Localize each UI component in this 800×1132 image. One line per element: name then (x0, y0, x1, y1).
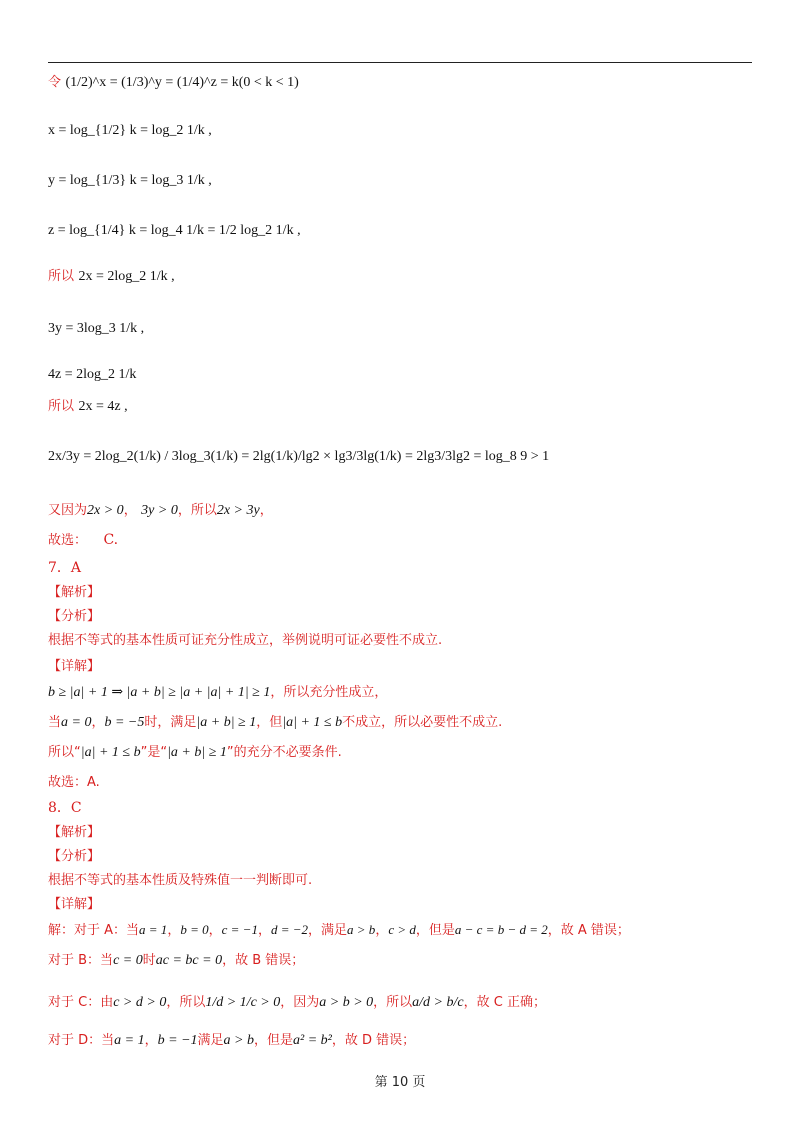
text: ”的充分不必要条件. (226, 745, 342, 760)
math: a > b (223, 1033, 254, 1048)
text: 对于 C：由 (48, 995, 114, 1010)
math: c > d > 0 (113, 995, 167, 1010)
math: a = 0 (61, 715, 92, 730)
so-word: 所以 (48, 269, 75, 284)
intro-word: 令 (48, 75, 62, 90)
text: ，故 C 正确； (463, 995, 546, 1010)
q7-line2 (48, 712, 502, 733)
q7-head (48, 558, 81, 578)
p6-y-eq (48, 170, 212, 191)
math: a = 1 (114, 1033, 145, 1048)
q7-jiexi (48, 582, 100, 603)
q8-fenxi (48, 846, 100, 867)
two-x-equation: 2x = 2log_2 1/k , (78, 269, 175, 284)
text: 不成立，所以必要性不成立. (342, 715, 503, 730)
ratio-equation: 2x/3y = 2log_2(1/k) / 3log_3(1/k) = 2lg(1/k)/lg2 × lg3/3lg(1/k) = 2lg3/3lg2 = log_8 9 > 1 (48, 449, 550, 464)
text: ， (91, 715, 105, 730)
math: |a + b| ≥ 1 (196, 715, 257, 730)
math: |a| + 1 ≤ b (80, 745, 141, 760)
q8-jiexi (48, 822, 100, 843)
text: ，但 (256, 715, 283, 730)
q8-option-c (48, 992, 546, 1013)
q8-analysis (48, 870, 312, 891)
math: c = −1 (221, 922, 258, 937)
q7-line3 (48, 742, 342, 763)
q8-option-b (48, 950, 304, 971)
math: d = −2 (270, 922, 309, 937)
choose-answer: C. (103, 532, 119, 548)
p6-x-eq (48, 120, 212, 141)
z-equation: z = log_{1/4} k = log_4 1/k = 1/2 log_2 1/k , (48, 223, 301, 238)
section-label: 【解析】 (48, 585, 101, 600)
section-label: 【分析】 (48, 609, 101, 624)
p6-4z (48, 364, 136, 385)
so-word: 所以 (48, 399, 75, 414)
p6-because (48, 500, 273, 521)
analysis-text: 根据不等式的基本性质可证充分性成立，举例说明可证必要性不成立. (48, 633, 443, 648)
q8-head (48, 798, 82, 818)
math: 2x > 0 (87, 503, 124, 518)
text: ，故 A 错误； (547, 923, 630, 938)
section-label: 【分析】 (48, 849, 101, 864)
text: ，因为 (280, 995, 320, 1010)
text: 所以“ (48, 745, 81, 760)
math: c > d (388, 922, 416, 937)
text: ， (259, 503, 273, 518)
text: ，所以 (373, 995, 413, 1010)
text: ”是“ (140, 745, 168, 760)
text: 解：对于 A：当 (48, 923, 140, 938)
p6-z-eq (48, 220, 301, 241)
analysis-text: 根据不等式的基本性质及特殊值一一判断即可. (48, 873, 313, 888)
p6-ratio (48, 446, 549, 467)
text: ， (257, 923, 271, 938)
text: 满足 (197, 1033, 224, 1048)
text: 当 (48, 715, 62, 730)
text: 对于 D：当 (48, 1033, 115, 1048)
text: 时，满足 (144, 715, 197, 730)
header-rule (48, 62, 752, 63)
text: ， (167, 923, 181, 938)
math: 3y > 0 (141, 503, 178, 518)
p6-choose (48, 530, 118, 551)
q8-xiangjie (48, 894, 100, 915)
x-equation: x = log_{1/2} k = log_2 1/k , (48, 123, 212, 138)
question-number: 7．A (48, 560, 82, 576)
text: ，故 B 错误； (222, 953, 305, 968)
q8-option-d (48, 1030, 415, 1051)
three-y-equation: 3y = 3log_3 1/k , (48, 321, 145, 336)
q7-fenxi (48, 606, 100, 627)
math: b = −1 (157, 1033, 198, 1048)
math: a − c = b − d = 2 (454, 922, 548, 937)
math: 1/d > 1/c > 0 (205, 995, 281, 1010)
math: a/d > b/c (412, 995, 464, 1010)
section-label: 【详解】 (48, 897, 101, 912)
section-label: 【详解】 (48, 659, 101, 674)
p6-so2 (48, 396, 128, 417)
text: ，所以充分性成立， (270, 685, 388, 700)
p6-intro (48, 72, 299, 93)
math: 2x > 3y (216, 503, 260, 518)
p6-3y (48, 318, 144, 339)
math: b = 0 (180, 922, 209, 937)
q8-option-a (48, 920, 630, 941)
q7-choose (48, 772, 100, 793)
text: ，但是 (415, 923, 455, 938)
math: a = 1 (139, 922, 168, 937)
text: ， (144, 1033, 158, 1048)
four-z-equation: 4z = 2log_2 1/k (48, 367, 137, 382)
text: 对于 B：当 (48, 953, 114, 968)
math: ac = bc = 0 (155, 953, 223, 968)
math: c = 0 (113, 953, 143, 968)
text: ，但是 (254, 1033, 294, 1048)
math: a > b > 0 (319, 995, 374, 1010)
math: b ≥ |a| + 1 ⇒ |a + b| ≥ |a + |a| + 1| ≥ 1 (48, 685, 271, 700)
q7-analysis (48, 630, 442, 651)
math: |a + b| ≥ 1 (167, 745, 227, 760)
math: |a| + 1 ≤ b (282, 715, 343, 730)
math: a² = b² (293, 1033, 332, 1048)
text: 又因为 (48, 503, 88, 518)
page-number: 第 10 页 (374, 1075, 426, 1090)
math: a > b (347, 922, 376, 937)
text: ，故 D 错误； (331, 1033, 416, 1048)
q7-xiangjie (48, 656, 100, 677)
intro-equation: (1/2)^x = (1/3)^y = (1/4)^z = k(0 < k < 1) (65, 75, 299, 90)
question-number: 8．C (48, 800, 82, 816)
two-x-eq-four-z: 2x = 4z , (78, 399, 128, 414)
math: b = −5 (104, 715, 145, 730)
choose-label: 故选： (48, 533, 88, 548)
text: ，所以 (177, 503, 217, 518)
choose-label: 故选：A. (48, 775, 100, 790)
section-label: 【解析】 (48, 825, 101, 840)
text: ， (123, 503, 137, 518)
text: ，所以 (166, 995, 206, 1010)
p6-so1 (48, 266, 175, 287)
q7-line1 (48, 682, 387, 703)
text: ， (375, 923, 389, 938)
y-equation: y = log_{1/3} k = log_3 1/k , (48, 173, 212, 188)
text: ，满足 (308, 923, 348, 938)
text: 时 (142, 953, 156, 968)
text: ， (208, 923, 222, 938)
